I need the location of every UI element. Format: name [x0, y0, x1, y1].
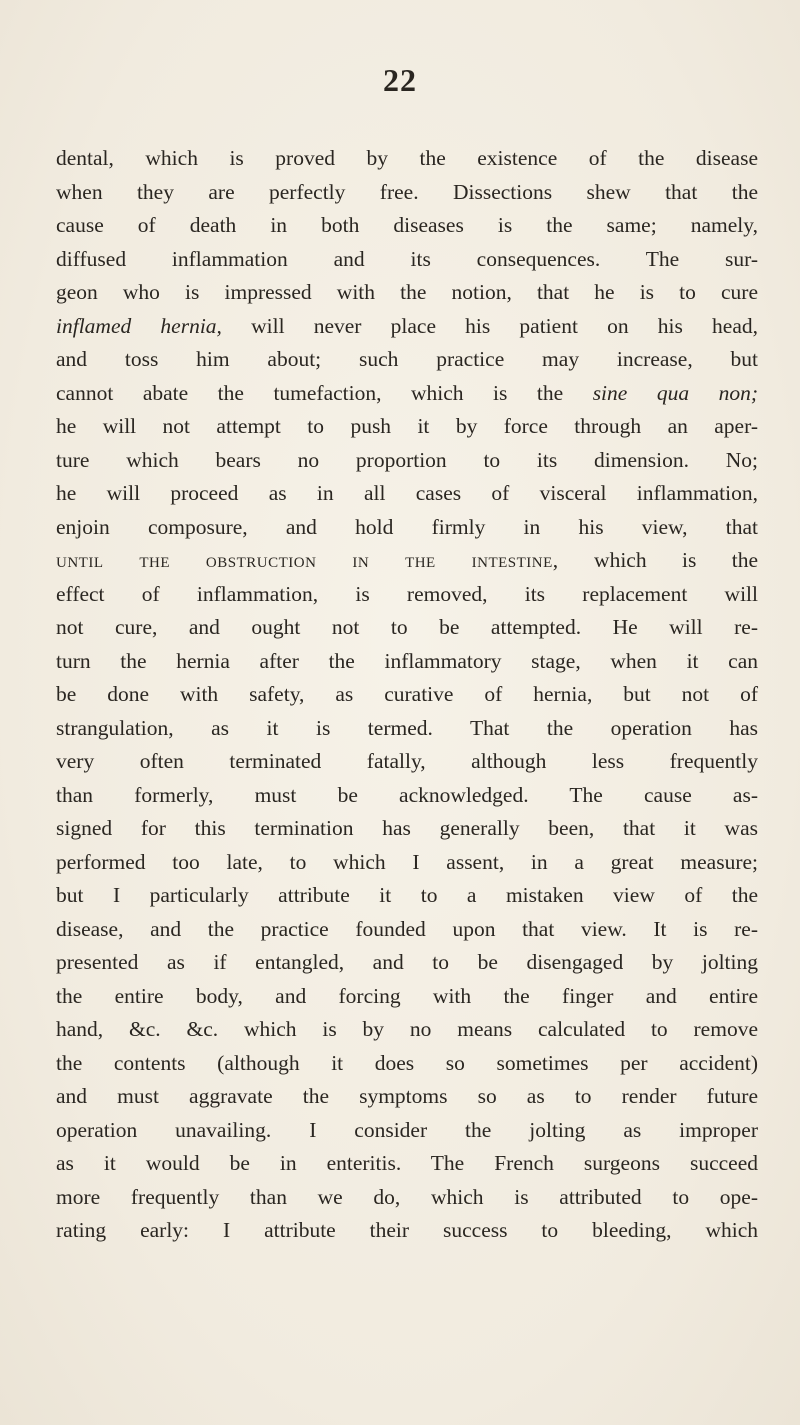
- text-segment: strangulation, as it is termed. That the operation has: [56, 715, 758, 740]
- text-segment: but I particularly attribute it to a mistaken view of the: [56, 883, 758, 907]
- text-segment: dental, which is proved by the existence of the disease: [56, 146, 758, 170]
- text-line: [56, 310, 758, 344]
- page-number: 22: [383, 62, 417, 98]
- text-segment: and must aggravate the symptoms so as to render future: [56, 1084, 758, 1108]
- text-line: [56, 544, 758, 578]
- text-segment: signed for this termination has generally been, that it was: [56, 816, 758, 840]
- text-line: [56, 611, 758, 645]
- text-segment: cause of death in both diseases is the same; namely,: [56, 213, 758, 237]
- text-segment: cannot abate the tumefaction, which is the: [56, 380, 593, 405]
- text-line: [56, 1114, 758, 1148]
- text-line: [56, 511, 758, 545]
- text-segment: the contents (although it does so sometimes per accident): [56, 1050, 758, 1075]
- text-segment: when they are perfectly free. Dissections shew that the: [56, 179, 758, 204]
- text-line: [56, 377, 758, 411]
- italic-text: sine qua non;: [592, 380, 758, 405]
- text-line: [56, 343, 758, 377]
- text-line: [56, 410, 758, 444]
- text-segment: than formerly, must be acknowledged. The cause as-: [56, 782, 758, 807]
- text-segment: geon who is impressed with the notion, that he is to cure: [56, 280, 758, 304]
- text-line: [56, 879, 758, 913]
- text-segment: performed too late, to which I assent, in a great measure;: [56, 849, 758, 874]
- text-line: [56, 1013, 758, 1047]
- body-text: [56, 142, 758, 1248]
- text-segment: will never place his patient on his head,: [221, 313, 758, 338]
- text-line: [56, 477, 758, 511]
- text-segment: he will proceed as in all cases of visceral inflammation,: [56, 481, 758, 505]
- text-line: [56, 812, 758, 846]
- text-segment: rating early: I attribute their success to bleeding, which: [56, 1218, 758, 1242]
- text-segment: disease, and the practice founded upon that view. It is re-: [56, 916, 758, 941]
- text-line: [56, 745, 758, 779]
- text-line: [56, 1047, 758, 1081]
- text-segment: as it would be in enteritis. The French surgeons succeed: [56, 1151, 758, 1175]
- text-segment: the entire body, and forcing with the finger and entire: [56, 983, 758, 1008]
- text-line: [56, 209, 758, 243]
- text-segment: more frequently than we do, which is attributed to ope-: [56, 1184, 758, 1209]
- text-line: [56, 142, 758, 176]
- text-segment: turn the hernia after the inflammatory stage, when it can: [56, 648, 758, 673]
- text-line: [56, 946, 758, 980]
- text-segment: enjoin composure, and hold firmly in his view, that: [56, 514, 758, 539]
- text-segment: hand, &c. &c. which is by no means calculated to remove: [56, 1017, 758, 1041]
- text-line: [56, 712, 758, 746]
- text-segment: and toss him about; such practice may increase, but: [56, 347, 758, 371]
- text-segment: he will not attempt to push it by force through an aper-: [56, 414, 758, 438]
- text-line: [56, 678, 758, 712]
- text-line: [56, 1080, 758, 1114]
- text-segment: ture which bears no proportion to its dimension. No;: [56, 447, 758, 472]
- text-line: [56, 779, 758, 813]
- text-segment: which is the: [558, 548, 758, 572]
- text-line: [56, 578, 758, 612]
- text-line: [56, 176, 758, 210]
- text-line: [56, 980, 758, 1014]
- text-line: [56, 243, 758, 277]
- italic-text: inflamed hernia,: [56, 313, 222, 338]
- text-segment: effect of inflammation, is removed, its replacement will: [56, 581, 758, 606]
- text-line: [56, 645, 758, 679]
- text-line: [56, 276, 758, 310]
- text-segment: very often terminated fatally, although less frequently: [56, 749, 758, 773]
- text-segment: operation unavailing. I consider the jolting as improper: [56, 1117, 758, 1142]
- text-line: [56, 1214, 758, 1248]
- text-segment: be done with safety, as curative of hernia, but not of: [56, 682, 758, 706]
- text-line: [56, 913, 758, 947]
- text-line: [56, 846, 758, 880]
- text-segment: diffused inflammation and its consequences. The sur-: [56, 246, 758, 271]
- text-line: [56, 1181, 758, 1215]
- small-caps-text: until the obstruction in the intestine,: [56, 548, 559, 572]
- text-line: [56, 1147, 758, 1181]
- text-segment: presented as if entangled, and to be disengaged by jolting: [56, 950, 758, 974]
- text-segment: not cure, and ought not to be attempted. He will re-: [56, 615, 758, 639]
- text-line: [56, 444, 758, 478]
